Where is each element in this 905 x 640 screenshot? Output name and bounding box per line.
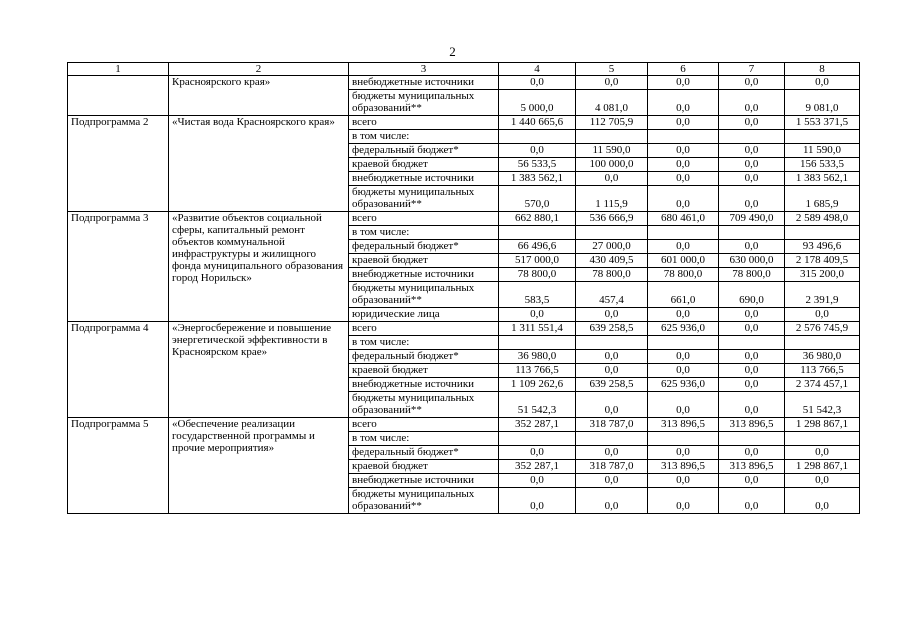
amount-cell: 0,0 — [719, 172, 785, 186]
amount-cell: 0,0 — [719, 364, 785, 378]
program-title: «Развитие объектов социальной сферы, капитальный ремонт объектов коммунальной инфраструктуры и жилищного фонда муниципального образования город Норильск» — [169, 212, 349, 322]
amount-cell — [785, 432, 860, 446]
amount-cell: 36 980,0 — [499, 350, 576, 364]
funding-source: всего — [349, 322, 499, 336]
program-label: Подпрограмма 4 — [68, 322, 169, 418]
amount-cell — [719, 432, 785, 446]
amount-cell — [785, 226, 860, 240]
amount-cell — [719, 336, 785, 350]
amount-cell: 78 800,0 — [648, 268, 719, 282]
amount-cell: 0,0 — [576, 446, 648, 460]
amount-cell: 0,0 — [719, 474, 785, 488]
amount-cell: 0,0 — [648, 446, 719, 460]
amount-cell: 0,0 — [648, 186, 719, 212]
amount-cell: 0,0 — [719, 308, 785, 322]
program-title: Красноярского края» — [169, 76, 349, 116]
amount-cell — [785, 130, 860, 144]
amount-cell: 51 542,3 — [785, 392, 860, 418]
amount-cell: 0,0 — [719, 240, 785, 254]
funding-source: юридические лица — [349, 308, 499, 322]
table-row — [68, 76, 860, 90]
funding-source: внебюджетные источники — [349, 268, 499, 282]
funding-source: в том числе: — [349, 130, 499, 144]
amount-cell: 0,0 — [576, 488, 648, 514]
amount-cell: 51 542,3 — [499, 392, 576, 418]
amount-cell: 1 298 867,1 — [785, 460, 860, 474]
amount-cell: 2 589 498,0 — [785, 212, 860, 226]
amount-cell: 66 496,6 — [499, 240, 576, 254]
amount-cell: 0,0 — [785, 446, 860, 460]
amount-cell: 0,0 — [576, 350, 648, 364]
page-number: 2 — [449, 44, 456, 59]
amount-cell: 156 533,5 — [785, 158, 860, 172]
amount-cell: 625 936,0 — [648, 322, 719, 336]
column-header: 8 — [785, 63, 860, 76]
amount-cell — [785, 336, 860, 350]
amount-cell — [576, 226, 648, 240]
table-row — [68, 418, 860, 432]
program-title: «Чистая вода Красноярского края» — [169, 116, 349, 212]
amount-cell: 0,0 — [499, 474, 576, 488]
amount-cell: 0,0 — [576, 364, 648, 378]
funding-source: федеральный бюджет* — [349, 144, 499, 158]
amount-cell: 0,0 — [576, 308, 648, 322]
amount-cell: 630 000,0 — [719, 254, 785, 268]
amount-cell: 113 766,5 — [785, 364, 860, 378]
funding-source: внебюджетные источники — [349, 378, 499, 392]
amount-cell: 1 298 867,1 — [785, 418, 860, 432]
amount-cell: 0,0 — [648, 90, 719, 116]
amount-cell: 0,0 — [719, 76, 785, 90]
amount-cell: 318 787,0 — [576, 418, 648, 432]
amount-cell: 0,0 — [648, 158, 719, 172]
amount-cell: 0,0 — [785, 488, 860, 514]
amount-cell: 639 258,5 — [576, 322, 648, 336]
column-header: 5 — [576, 63, 648, 76]
program-label: Подпрограмма 2 — [68, 116, 169, 212]
amount-cell: 78 800,0 — [576, 268, 648, 282]
table-row — [68, 116, 860, 130]
amount-cell: 709 490,0 — [719, 212, 785, 226]
funding-source: внебюджетные источники — [349, 474, 499, 488]
amount-cell — [576, 336, 648, 350]
amount-cell — [499, 130, 576, 144]
funding-source: в том числе: — [349, 432, 499, 446]
amount-cell: 0,0 — [719, 90, 785, 116]
amount-cell: 2 178 409,5 — [785, 254, 860, 268]
amount-cell: 457,4 — [576, 282, 648, 308]
amount-cell: 0,0 — [719, 158, 785, 172]
amount-cell — [648, 336, 719, 350]
amount-cell: 1 383 562,1 — [785, 172, 860, 186]
amount-cell — [499, 432, 576, 446]
amount-cell: 0,0 — [648, 488, 719, 514]
amount-cell: 0,0 — [499, 446, 576, 460]
amount-cell: 517 000,0 — [499, 254, 576, 268]
funding-source: внебюджетные источники — [349, 76, 499, 90]
funding-source: всего — [349, 116, 499, 130]
amount-cell: 0,0 — [785, 308, 860, 322]
table-row — [68, 212, 860, 226]
amount-cell: 27 000,0 — [576, 240, 648, 254]
amount-cell: 0,0 — [499, 76, 576, 90]
amount-cell — [499, 226, 576, 240]
amount-cell: 1 685,9 — [785, 186, 860, 212]
funding-source: бюджеты муниципальных образований** — [349, 282, 499, 308]
amount-cell: 0,0 — [648, 350, 719, 364]
amount-cell: 0,0 — [648, 392, 719, 418]
funding-source: федеральный бюджет* — [349, 240, 499, 254]
budget-table — [67, 62, 860, 514]
funding-source: краевой бюджет — [349, 364, 499, 378]
amount-cell: 2 576 745,9 — [785, 322, 860, 336]
amount-cell: 662 880,1 — [499, 212, 576, 226]
amount-cell — [648, 226, 719, 240]
amount-cell: 56 533,5 — [499, 158, 576, 172]
amount-cell: 661,0 — [648, 282, 719, 308]
amount-cell: 9 081,0 — [785, 90, 860, 116]
amount-cell: 430 409,5 — [576, 254, 648, 268]
amount-cell: 0,0 — [648, 76, 719, 90]
amount-cell: 0,0 — [719, 186, 785, 212]
funding-source: внебюджетные источники — [349, 172, 499, 186]
amount-cell: 583,5 — [499, 282, 576, 308]
amount-cell: 5 000,0 — [499, 90, 576, 116]
funding-source: бюджеты муниципальных образований** — [349, 488, 499, 514]
column-header: 1 — [68, 63, 169, 76]
amount-cell: 0,0 — [648, 144, 719, 158]
amount-cell: 313 896,5 — [719, 460, 785, 474]
amount-cell: 0,0 — [719, 378, 785, 392]
amount-cell — [576, 432, 648, 446]
amount-cell: 639 258,5 — [576, 378, 648, 392]
amount-cell: 352 287,1 — [499, 418, 576, 432]
amount-cell: 318 787,0 — [576, 460, 648, 474]
amount-cell: 315 200,0 — [785, 268, 860, 282]
amount-cell: 0,0 — [719, 350, 785, 364]
amount-cell: 313 896,5 — [648, 460, 719, 474]
amount-cell: 0,0 — [719, 392, 785, 418]
amount-cell: 93 496,6 — [785, 240, 860, 254]
amount-cell: 78 800,0 — [499, 268, 576, 282]
amount-cell: 0,0 — [499, 308, 576, 322]
amount-cell: 0,0 — [648, 172, 719, 186]
amount-cell: 1 553 371,5 — [785, 116, 860, 130]
funding-source: в том числе: — [349, 336, 499, 350]
amount-cell — [719, 130, 785, 144]
amount-cell: 0,0 — [576, 76, 648, 90]
column-header: 3 — [349, 63, 499, 76]
amount-cell: 11 590,0 — [576, 144, 648, 158]
amount-cell: 1 383 562,1 — [499, 172, 576, 186]
amount-cell: 601 000,0 — [648, 254, 719, 268]
amount-cell: 313 896,5 — [648, 418, 719, 432]
amount-cell: 0,0 — [719, 488, 785, 514]
amount-cell: 570,0 — [499, 186, 576, 212]
amount-cell: 0,0 — [576, 392, 648, 418]
amount-cell — [648, 432, 719, 446]
amount-cell: 0,0 — [785, 76, 860, 90]
column-header: 7 — [719, 63, 785, 76]
program-title: «Обеспечение реализации государственной программы и прочие мероприятия» — [169, 418, 349, 514]
funding-source: всего — [349, 418, 499, 432]
header-row — [68, 63, 860, 76]
amount-cell — [719, 226, 785, 240]
amount-cell: 1 109 262,6 — [499, 378, 576, 392]
amount-cell: 0,0 — [499, 144, 576, 158]
amount-cell: 0,0 — [785, 474, 860, 488]
amount-cell: 0,0 — [576, 172, 648, 186]
funding-source: федеральный бюджет* — [349, 446, 499, 460]
column-header: 4 — [499, 63, 576, 76]
amount-cell: 2 391,9 — [785, 282, 860, 308]
amount-cell: 36 980,0 — [785, 350, 860, 364]
amount-cell: 0,0 — [648, 240, 719, 254]
amount-cell: 0,0 — [576, 474, 648, 488]
amount-cell: 0,0 — [719, 446, 785, 460]
amount-cell — [648, 130, 719, 144]
funding-source: в том числе: — [349, 226, 499, 240]
amount-cell: 0,0 — [648, 474, 719, 488]
funding-source: краевой бюджет — [349, 254, 499, 268]
amount-cell: 352 287,1 — [499, 460, 576, 474]
amount-cell — [499, 336, 576, 350]
funding-source: краевой бюджет — [349, 158, 499, 172]
funding-source: бюджеты муниципальных образований** — [349, 392, 499, 418]
table-row — [68, 322, 860, 336]
column-header: 2 — [169, 63, 349, 76]
amount-cell: 112 705,9 — [576, 116, 648, 130]
amount-cell: 0,0 — [719, 116, 785, 130]
amount-cell: 1 440 665,6 — [499, 116, 576, 130]
amount-cell: 113 766,5 — [499, 364, 576, 378]
amount-cell: 0,0 — [648, 116, 719, 130]
amount-cell: 1 115,9 — [576, 186, 648, 212]
amount-cell: 4 081,0 — [576, 90, 648, 116]
amount-cell: 100 000,0 — [576, 158, 648, 172]
column-header: 6 — [648, 63, 719, 76]
program-label: Подпрограмма 3 — [68, 212, 169, 322]
amount-cell — [576, 130, 648, 144]
amount-cell: 625 936,0 — [648, 378, 719, 392]
amount-cell: 11 590,0 — [785, 144, 860, 158]
amount-cell: 0,0 — [648, 308, 719, 322]
funding-source: бюджеты муниципальных образований** — [349, 90, 499, 116]
program-title: «Энергосбережение и повышение энергетической эффективности в Красноярском крае» — [169, 322, 349, 418]
program-label: Подпрограмма 5 — [68, 418, 169, 514]
program-label — [68, 76, 169, 116]
amount-cell: 0,0 — [648, 364, 719, 378]
amount-cell: 680 461,0 — [648, 212, 719, 226]
amount-cell: 2 374 457,1 — [785, 378, 860, 392]
amount-cell: 0,0 — [719, 322, 785, 336]
funding-source: бюджеты муниципальных образований** — [349, 186, 499, 212]
funding-source: краевой бюджет — [349, 460, 499, 474]
funding-source: всего — [349, 212, 499, 226]
amount-cell: 0,0 — [719, 144, 785, 158]
amount-cell: 690,0 — [719, 282, 785, 308]
amount-cell: 78 800,0 — [719, 268, 785, 282]
amount-cell: 1 311 551,4 — [499, 322, 576, 336]
amount-cell: 536 666,9 — [576, 212, 648, 226]
funding-source: федеральный бюджет* — [349, 350, 499, 364]
amount-cell: 0,0 — [499, 488, 576, 514]
amount-cell: 313 896,5 — [719, 418, 785, 432]
